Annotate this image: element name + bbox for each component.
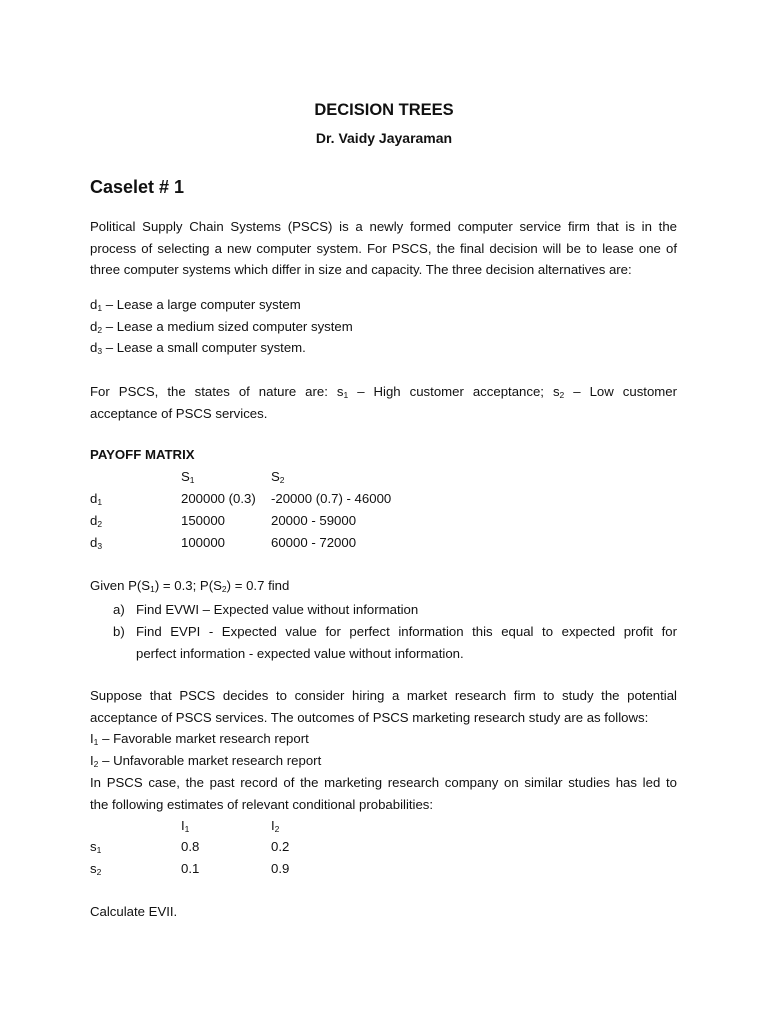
payoff-row-label: $d_1$ [90,491,103,507]
research-line: acceptance of PSCS services. The outcomes of PSCS marketing research study are as follows: [90,709,649,725]
intro-line: Political Supply Chain Systems (PSCS) is a newly formed computer service firm that is in the [90,219,677,234]
intro-line: process of selecting a new computer system. For PSCS, the final decision will be to lease one of [90,240,677,256]
document-title: DECISION TREES [314,101,454,119]
task-label: a) [113,602,125,617]
payoff-cell: 200000 (0.3) [181,491,256,506]
intro-paragraph [90,216,677,281]
task-text: Find EVWI – Expected value without information [136,602,419,617]
states-line: acceptance of PSCS services. [90,405,268,421]
states-paragraph [90,381,677,424]
payoff-cell: -20000 (0.7) - 46000 [271,491,392,506]
payoff-row-label: $d_2$ [90,513,103,529]
conditional-row-label: $s_2$ [90,861,102,877]
task-list [113,599,677,665]
task-text: Find EVPI - Expected value for perfect information this equal to expected profit for [136,624,677,639]
task-text: perfect information - expected value without information. [136,646,464,661]
alternative-item: $d_2$ – Lease a medium sized computer system [90,318,353,335]
payoff-cell: 20000 - 59000 [271,513,357,528]
alternative-item: $d_3$ – Lease a small computer system. [90,340,306,357]
payoff-cell: 60000 - 72000 [271,535,357,550]
conditional-col-header: $I_1$ [181,818,190,834]
states-line: For PSCS, the states of nature are: $s_1$ – High customer acceptance; $s_2$ – Low customer [90,384,677,400]
research-line: the following estimates of relevant conditional probabilities: [90,796,434,812]
payoff-col-header: $S_1$ [181,469,195,485]
conditional-row-label: $s_1$ [90,839,102,855]
research-line: In PSCS case, the past record of the marketing research company on similar studies has led to [90,774,677,790]
payoff-cell: 150000 [181,513,226,528]
alternatives-list [90,294,677,359]
conditional-cell: 0.9 [271,861,290,876]
outcome-item: $I_2$ – Unfavorable market research report [90,753,322,770]
payoff-col-header: $S_2$ [271,469,285,485]
payoff-heading: PAYOFF MATRIX [90,447,195,462]
conditional-cell: 0.1 [181,861,200,876]
document-author: Dr. Vaidy Jayaraman [315,130,453,146]
conditional-cell: 0.8 [181,839,200,854]
given-line: Given $P(S_1) = 0.3$; $P(S_2) = 0.7$ find [90,578,290,594]
intro-line: three computer systems which differ in size and capacity. The three decision alternatives are: [90,262,632,278]
task-label: b) [113,624,125,639]
research-paragraph [90,685,677,815]
closing-instruction: Calculate EVII. [90,904,178,919]
outcome-item: $I_1$ – Favorable market research report [90,731,309,748]
alternative-item: $d_1$ – Lease a large computer system [90,297,301,313]
research-line: Suppose that PSCS decides to consider hiring a market research firm to study the potential [90,688,677,703]
payoff-cell: 100000 [181,535,226,550]
conditional-cell: 0.2 [271,839,290,854]
conditional-col-header: $I_2$ [271,818,280,834]
payoff-row-label: $d_3$ [90,535,103,551]
caselet-heading: Caselet # 1 [90,177,185,197]
